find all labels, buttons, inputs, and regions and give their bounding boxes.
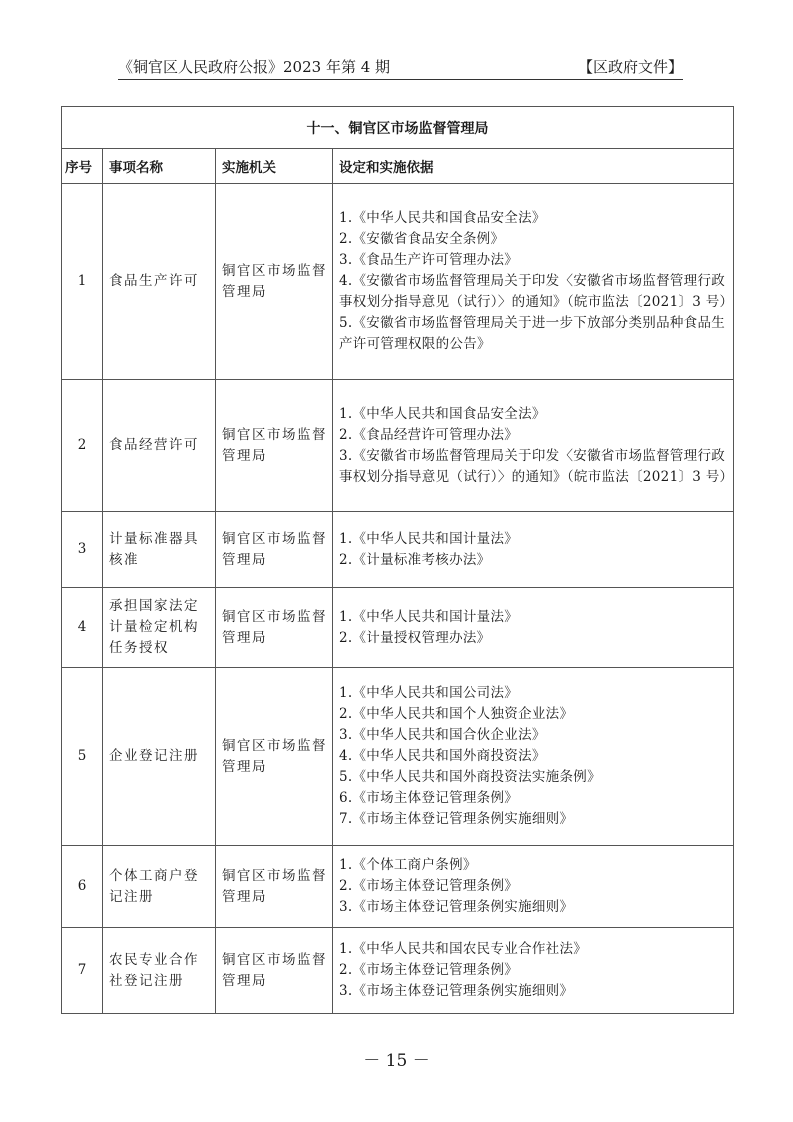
- row-number: 6: [62, 846, 103, 928]
- column-header-org: 实施机关: [216, 149, 333, 184]
- basis-item: 3.《食品生产许可管理办法》: [339, 252, 519, 268]
- basis-item: 4.《安徽省市场监督管理局关于印发〈安徽省市场监督管理行政事权划分指导意见（试行）〉的通知》（皖市监法〔2021〕3 号）: [339, 273, 734, 310]
- table-row: [62, 512, 734, 588]
- basis-item: 3.《市场主体登记管理条例实施细则》: [339, 899, 574, 915]
- page-number: － 15 －: [363, 1051, 430, 1071]
- table-header-row: [62, 149, 734, 184]
- basis-item: 1.《中华人民共和国计量法》: [339, 608, 519, 625]
- legal-basis: [333, 184, 734, 380]
- basis-item: 3.《安徽省市场监督管理局关于印发〈安徽省市场监督管理行政事权划分指导意见（试行）〉的通知》（皖市监法〔2021〕3 号）: [339, 447, 734, 485]
- basis-item: 5.《安徽省市场监督管理局关于进一步下放部分类别品种食品生产许可管理权限的公告》: [339, 315, 726, 352]
- basis-item: 1.《个体工商户条例》: [339, 857, 477, 873]
- legal-basis: [333, 512, 734, 588]
- basis-item: 1.《中华人民共和国农民专业合作社法》: [339, 941, 588, 957]
- gazette-title: 《铜官区人民政府公报》2023 年第 4 期: [118, 58, 391, 76]
- basis-item: 2.《市场主体登记管理条例》: [339, 878, 519, 894]
- table-row: [62, 184, 734, 380]
- legal-basis: [333, 846, 734, 928]
- implementing-agency: 铜官区市场监督管理局: [216, 846, 333, 928]
- basis-item: 4.《中华人民共和国外商投资法》: [339, 748, 546, 764]
- table-row: [62, 588, 734, 668]
- basis-item: 1.《中华人民共和国计量法》: [339, 530, 519, 547]
- item-name: 食品生产许可: [103, 184, 216, 380]
- basis-item: 7.《市场主体登记管理条例实施细则》: [339, 811, 574, 827]
- implementing-agency: 铜官区市场监督管理局: [216, 668, 333, 846]
- implementing-agency: 铜官区市场监督管理局: [216, 512, 333, 588]
- table-title-row: [62, 107, 734, 149]
- table-row: [62, 380, 734, 512]
- row-number: 3: [62, 512, 103, 588]
- legal-basis: [333, 588, 734, 668]
- basis-item: 6.《市场主体登记管理条例》: [339, 790, 519, 806]
- row-number: 5: [62, 668, 103, 846]
- table-row: [62, 928, 734, 1014]
- implementing-agency: 铜官区市场监督管理局: [216, 380, 333, 512]
- basis-item: 1.《中华人民共和国公司法》: [339, 685, 519, 701]
- table-title: 十一、铜官区市场监督管理局: [62, 107, 734, 149]
- implementing-agency: 铜官区市场监督管理局: [216, 588, 333, 668]
- implementing-agency: 铜官区市场监督管理局: [216, 928, 333, 1014]
- table-row: [62, 668, 734, 846]
- page-header: [118, 54, 683, 80]
- item-name: 企业登记注册: [103, 668, 216, 846]
- column-header-name: 事项名称: [103, 149, 216, 184]
- item-name: 食品经营许可: [103, 380, 216, 512]
- basis-item: 3.《中华人民共和国合伙企业法》: [339, 727, 546, 743]
- row-number: 1: [62, 184, 103, 380]
- basis-item: 1.《中华人民共和国食品安全法》: [339, 405, 546, 422]
- header-rule: [118, 79, 683, 80]
- legal-basis: [333, 928, 734, 1014]
- basis-item: 5.《中华人民共和国外商投资法实施条例》: [339, 769, 601, 785]
- row-number: 2: [62, 380, 103, 512]
- implementing-agency: 铜官区市场监督管理局: [216, 184, 333, 380]
- item-name: 个体工商户登记注册: [103, 846, 216, 928]
- section-tag: 【区政府文件】: [577, 58, 683, 76]
- basis-item: 2.《市场主体登记管理条例》: [339, 962, 519, 978]
- basis-item: 3.《市场主体登记管理条例实施细则》: [339, 983, 574, 999]
- basis-item: 2.《安徽省食品安全条例》: [339, 231, 505, 247]
- legal-basis: [333, 380, 734, 512]
- basis-item: 2.《计量授权管理办法》: [339, 629, 491, 646]
- column-header-no: 序号: [62, 149, 103, 184]
- basis-item: 2.《中华人民共和国个人独资企业法》: [339, 706, 574, 722]
- items-table: [61, 106, 734, 1014]
- basis-item: 2.《计量标准考核办法》: [339, 551, 491, 568]
- column-header-basis: 设定和实施依据: [333, 149, 734, 184]
- basis-item: 2.《食品经营许可管理办法》: [339, 426, 519, 443]
- basis-item: 1.《中华人民共和国食品安全法》: [339, 210, 546, 226]
- item-name: 承担国家法定计量检定机构任务授权: [103, 588, 216, 668]
- legal-basis: [333, 668, 734, 846]
- item-name: 农民专业合作社登记注册: [103, 928, 216, 1014]
- table-row: [62, 846, 734, 928]
- row-number: 4: [62, 588, 103, 668]
- row-number: 7: [62, 928, 103, 1014]
- item-name: 计量标准器具核准: [103, 512, 216, 588]
